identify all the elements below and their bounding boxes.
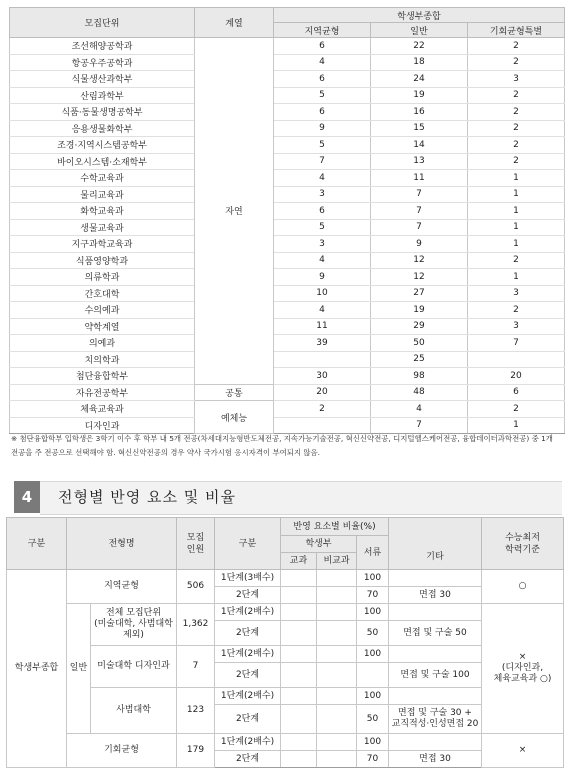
table-row	[10, 71, 565, 88]
cell-general: 24	[371, 71, 468, 88]
header-general: 일반	[371, 23, 468, 38]
t2-general-label: 일반	[67, 604, 91, 734]
cell-general: 7	[371, 186, 468, 203]
cell-regional: 5	[274, 219, 371, 236]
t2-stage2: 2단계	[215, 663, 281, 688]
cell-regional: 6	[274, 71, 371, 88]
cell-regional: 5	[274, 137, 371, 154]
cell-general: 7	[371, 417, 468, 434]
cell-regional: 30	[274, 368, 371, 385]
table-row	[10, 285, 565, 302]
table-row	[10, 335, 565, 352]
cell-unit: 항공우주공학과	[10, 54, 195, 71]
t2-quota-regional: 506	[177, 570, 215, 604]
cell-opportunity: 2	[468, 302, 565, 319]
table-row	[10, 170, 565, 187]
cell-unit: 산림과학부	[10, 87, 195, 104]
cell-general: 15	[371, 120, 468, 137]
t2-stage2: 2단계	[215, 621, 281, 646]
t2-other: 면접 및 구술 50	[389, 621, 482, 646]
cell-unit: 조선해양공학과	[10, 38, 195, 55]
cell-general: 4	[371, 401, 468, 418]
table-row	[10, 38, 565, 55]
cell-regional: 11	[274, 318, 371, 335]
cell-opportunity: 3	[468, 285, 565, 302]
table-row	[10, 269, 565, 286]
t2-other: 면접 30	[389, 751, 482, 768]
t2-header-stage: 구분	[215, 518, 281, 570]
cell-general: 11	[371, 170, 468, 187]
cell-opportunity: 3	[468, 318, 565, 335]
cell-opportunity: 1	[468, 203, 565, 220]
t2-docs: 100	[357, 570, 389, 587]
t2-docs: 70	[357, 751, 389, 768]
t2-quota-general-all: 1,362	[177, 604, 215, 646]
table-row	[10, 153, 565, 170]
cell-unit: 치의학과	[10, 351, 195, 368]
t2-other: 면접 30	[389, 587, 482, 604]
cell-opportunity: 1	[468, 219, 565, 236]
cell-regional: 9	[274, 120, 371, 137]
t2-category: 학생부종합	[7, 570, 67, 768]
cell-general: 12	[371, 269, 468, 286]
selection-ratio-table	[6, 517, 564, 768]
t2-header-record: 학생부	[281, 536, 357, 553]
t2-header-program: 전형명	[67, 518, 177, 570]
cell-opportunity: 2	[468, 120, 565, 137]
cell-regional: 5	[274, 87, 371, 104]
cell-general: 19	[371, 87, 468, 104]
cell-general: 13	[371, 153, 468, 170]
table-row	[10, 401, 565, 418]
cell-general: 29	[371, 318, 468, 335]
cell-unit: 첨단융합학부	[10, 368, 195, 385]
cell-unit: 간호대학	[10, 285, 195, 302]
cell-opportunity: 1	[468, 186, 565, 203]
t2-docs: 100	[357, 604, 389, 621]
cell-unit: 디자인과	[10, 417, 195, 434]
cell-unit: 식품영양학과	[10, 252, 195, 269]
t2-header-quota: 모집 인원	[177, 518, 215, 570]
t2-header-subject: 교과	[281, 553, 317, 570]
cell-opportunity: 1	[468, 417, 565, 434]
cell-regional: 7	[274, 153, 371, 170]
table-row	[10, 252, 565, 269]
cell-unit: 지구과학교육과	[10, 236, 195, 253]
cell-unit: 수의예과	[10, 302, 195, 319]
header-unit: 모집단위	[10, 8, 195, 38]
table-row	[10, 384, 565, 401]
t2-docs: 100	[357, 734, 389, 751]
cell-unit: 자유전공학부	[10, 384, 195, 401]
t2-stage1: 1단계(3배수)	[215, 570, 281, 587]
t2-program-general-edu: 사범대학	[91, 688, 177, 734]
cell-opportunity: 2	[468, 252, 565, 269]
header-group: 학생부종합	[274, 8, 565, 23]
cell-unit: 약학계열	[10, 318, 195, 335]
cell-general: 19	[371, 302, 468, 319]
t2-stage1: 1단계(2배수)	[215, 734, 281, 751]
t2-header-documents: 서류	[357, 536, 389, 570]
cell-general: 12	[371, 252, 468, 269]
table-row	[10, 368, 565, 385]
t2-docs: 100	[357, 646, 389, 663]
t2-docs: 70	[357, 587, 389, 604]
table-row	[10, 87, 565, 104]
cell-general: 50	[371, 335, 468, 352]
cell-unit: 의예과	[10, 335, 195, 352]
cell-regional: 6	[274, 203, 371, 220]
table-row	[10, 219, 565, 236]
t2-quota-general-design: 7	[177, 646, 215, 688]
table-row	[10, 318, 565, 335]
t2-stage2: 2단계	[215, 751, 281, 768]
cell-opportunity: 1	[468, 236, 565, 253]
cell-field-arts: 예체능	[195, 401, 274, 434]
cell-general: 7	[371, 203, 468, 220]
cell-general: 48	[371, 384, 468, 401]
cell-regional: 4	[274, 170, 371, 187]
t2-header-category: 구분	[7, 518, 67, 570]
cell-field-natural: 자연	[195, 38, 274, 385]
cell-opportunity: 2	[468, 104, 565, 121]
t2-docs: 50	[357, 621, 389, 646]
header-regional: 지역균형	[274, 23, 371, 38]
cell-general: 27	[371, 285, 468, 302]
cell-opportunity: 2	[468, 54, 565, 71]
cell-unit: 조경·지역시스템공학부	[10, 137, 195, 154]
cell-general: 25	[371, 351, 468, 368]
cell-opportunity: 1	[468, 170, 565, 187]
cell-unit: 생물교육과	[10, 219, 195, 236]
cell-regional: 10	[274, 285, 371, 302]
cell-general: 9	[371, 236, 468, 253]
cell-unit: 식물생산과학부	[10, 71, 195, 88]
t2-header-ratio: 반영 요소별 비율(%)	[281, 518, 389, 536]
cell-field-common: 공통	[195, 384, 274, 401]
t2-docs: 100	[357, 688, 389, 705]
cell-regional: 4	[274, 54, 371, 71]
t2-stage1: 1단계(2배수)	[215, 646, 281, 663]
table-row	[10, 351, 565, 368]
cell-regional	[274, 351, 371, 368]
section-heading	[14, 481, 562, 513]
cell-opportunity: 2	[468, 87, 565, 104]
section-title: 전형별 반영 요소 및 비율	[58, 488, 236, 506]
cell-unit: 바이오시스템·소재학부	[10, 153, 195, 170]
cell-regional: 6	[274, 104, 371, 121]
cell-regional: 4	[274, 252, 371, 269]
t2-stage2: 2단계	[215, 587, 281, 604]
t2-header-nonsubject: 비교과	[317, 553, 357, 570]
cell-regional: 4	[274, 302, 371, 319]
cell-unit: 응용생물화학부	[10, 120, 195, 137]
cell-opportunity: 2	[468, 137, 565, 154]
t2-docs	[357, 663, 389, 688]
t2-csat-regional: ○	[482, 570, 564, 604]
cell-opportunity: 3	[468, 71, 565, 88]
header-opportunity: 기회균형특별	[468, 23, 565, 38]
t2-other: 면접 및 구술 30 + 교직적성·인성면접 20	[389, 705, 482, 734]
cell-unit: 화학교육과	[10, 203, 195, 220]
cell-unit: 체육교육과	[10, 401, 195, 418]
section-number: 4	[14, 481, 40, 513]
t2-quota-general-edu: 123	[177, 688, 215, 734]
t2-docs: 50	[357, 705, 389, 734]
cell-general: 22	[371, 38, 468, 55]
table-row	[10, 104, 565, 121]
cell-opportunity: 20	[468, 368, 565, 385]
t2-csat-general: × (디자인과, 체육교육과 ○)	[482, 604, 564, 734]
table-row	[10, 186, 565, 203]
t2-header-csat: 수능최저 학력기준	[482, 518, 564, 570]
cell-opportunity: 6	[468, 384, 565, 401]
admission-quota-table	[9, 7, 565, 434]
cell-general: 98	[371, 368, 468, 385]
cell-regional: 39	[274, 335, 371, 352]
cell-unit: 물리교육과	[10, 186, 195, 203]
t2-header-other: 기타	[389, 518, 482, 570]
footnote: ※ 첨단융합학부 입학생은 3학기 이수 후 학부 내 5개 전공(차세대지능형반도체전공, 지속가능기술전공, 혁신신약전공, 디지털헬스케어전공, 융합데이터과학전공) 중 1개 전공을 주 전공으로 선택해야 함. 혁신신약전공의 경우 약사 국가시험 응시자격이 부여되지 않음.	[11, 434, 553, 457]
table-row	[10, 54, 565, 71]
cell-regional: 2	[274, 401, 371, 418]
cell-general: 7	[371, 219, 468, 236]
t2-program-regional: 지역균형	[67, 570, 177, 604]
cell-opportunity: 2	[468, 401, 565, 418]
t2-stage1: 1단계(2배수)	[215, 604, 281, 621]
table-row	[10, 203, 565, 220]
t2-program-opportunity: 기회균형	[67, 734, 177, 768]
t2-quota-opportunity: 179	[177, 734, 215, 768]
cell-unit: 수학교육과	[10, 170, 195, 187]
t2-program-general-design: 미술대학 디자인과	[91, 646, 177, 688]
cell-general: 16	[371, 104, 468, 121]
cell-regional: 3	[274, 236, 371, 253]
cell-unit: 의류학과	[10, 269, 195, 286]
cell-opportunity	[468, 351, 565, 368]
cell-regional: 9	[274, 269, 371, 286]
t2-csat-opportunity: ×	[482, 734, 564, 768]
table-row	[10, 236, 565, 253]
t2-other: 면접 및 구술 100	[389, 663, 482, 688]
table-row	[10, 302, 565, 319]
t2-stage2: 2단계	[215, 705, 281, 734]
t2-program-general-all: 전체 모집단위 (미술대학, 사범대학 제외)	[91, 604, 177, 646]
header-field: 계열	[195, 8, 274, 38]
cell-regional: 6	[274, 38, 371, 55]
table-row	[10, 120, 565, 137]
table-row	[10, 137, 565, 154]
cell-regional: 20	[274, 384, 371, 401]
cell-regional: 3	[274, 186, 371, 203]
cell-opportunity: 1	[468, 269, 565, 286]
t2-stage1: 1단계(2배수)	[215, 688, 281, 705]
cell-opportunity: 2	[468, 153, 565, 170]
cell-unit: 식품·동물생명공학부	[10, 104, 195, 121]
cell-general: 14	[371, 137, 468, 154]
cell-opportunity: 7	[468, 335, 565, 352]
cell-opportunity: 2	[468, 38, 565, 55]
cell-general: 18	[371, 54, 468, 71]
